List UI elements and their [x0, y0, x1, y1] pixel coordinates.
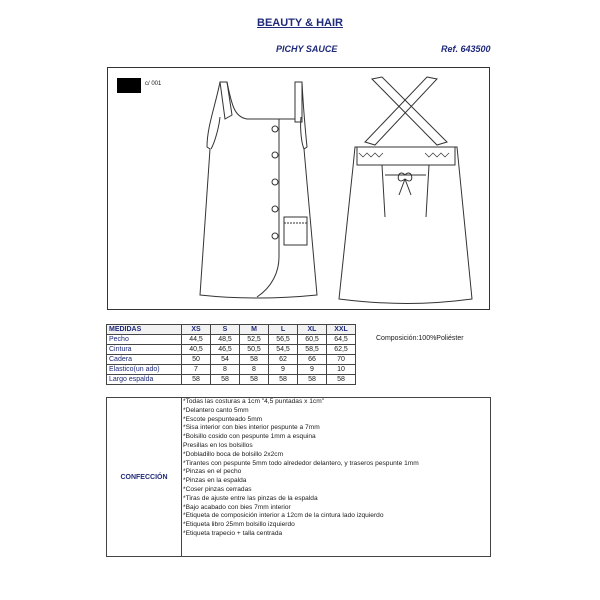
table-row: [107, 375, 356, 385]
measurements-table: [106, 324, 356, 385]
cell-value: 64,5: [327, 335, 356, 345]
list-item: *Pinzas en el pecho: [183, 468, 242, 476]
model-name: PICHY SAUCE: [276, 44, 338, 54]
list-item: *Tiras de ajuste entre las pinzas de la espalda: [183, 494, 318, 502]
cell-value: 8: [211, 365, 240, 375]
list-item: *Etiqueta de composición interior a 12cm de la cintura lado izquierdo: [183, 512, 384, 520]
table-row: [107, 335, 356, 345]
cell-value: 54: [211, 355, 240, 365]
cell-value: 52,5: [240, 335, 269, 345]
confection-table: [106, 397, 491, 557]
row-label: Largo espalda: [107, 375, 182, 385]
cell-value: 46,5: [211, 345, 240, 355]
cell-value: 58: [211, 375, 240, 385]
cell-value: 58,5: [298, 345, 327, 355]
cell-value: 54,5: [269, 345, 298, 355]
row-label: Cintura: [107, 345, 182, 355]
list-item: *Todas las costuras a 1cm "4,5 puntadas x 1cm": [183, 398, 325, 405]
cell-value: 8: [240, 365, 269, 375]
list-item: *Bajo acabado con bies 7mm interior: [183, 503, 291, 511]
list-item: *Escote pespunteado 5mm: [183, 415, 263, 423]
cell-value: 58: [240, 355, 269, 365]
cell-value: 62,5: [327, 345, 356, 355]
front-buttons: [272, 126, 278, 239]
cell-value: 58: [240, 375, 269, 385]
size-header: M: [240, 325, 269, 335]
composition-note: Composición:100%Poliéster: [376, 335, 464, 342]
confection-label: CONFECCIÓN: [107, 398, 182, 556]
cell-value: 50,5: [240, 345, 269, 355]
size-header: XL: [298, 325, 327, 335]
list-item: *Coser pinzas cerradas: [183, 485, 252, 493]
cell-value: 44,5: [182, 335, 211, 345]
cell-value: 50: [182, 355, 211, 365]
reference-number: Ref. 643500: [441, 44, 491, 54]
cell-value: 40,5: [182, 345, 211, 355]
measures-header-label: MEDIDAS: [107, 325, 182, 335]
list-item: *Delantero canto 5mm: [183, 406, 249, 414]
table-row: [107, 355, 356, 365]
table-row: [107, 365, 356, 375]
garment-sketches: [107, 67, 490, 310]
cell-value: 7: [182, 365, 211, 375]
list-item: *Sisa interior con bies interior pespunte a 7mm: [183, 424, 320, 432]
row-label: Pecho: [107, 335, 182, 345]
cell-value: 58: [269, 375, 298, 385]
color-code: c/ 001: [145, 81, 162, 87]
cell-value: 60,5: [298, 335, 327, 345]
cell-value: 9: [298, 365, 327, 375]
front-view-sketch: [200, 82, 317, 298]
size-header: S: [211, 325, 240, 335]
list-item: *Pinzas en la espalda: [183, 477, 247, 485]
row-label: Cadera: [107, 355, 182, 365]
row-label: Elastico(un ado): [107, 365, 182, 375]
list-item: *Etiqueta trapecio + talla centrada: [183, 529, 283, 537]
back-view-sketch: [339, 77, 472, 304]
size-header: L: [269, 325, 298, 335]
cell-value: 70: [327, 355, 356, 365]
cell-value: 58: [182, 375, 211, 385]
list-item: *Etiqueta libro 25mm bolsillo izquierdo: [183, 521, 295, 529]
size-header: XXL: [327, 325, 356, 335]
cell-value: 56,5: [269, 335, 298, 345]
cell-value: 9: [269, 365, 298, 375]
cell-value: 58: [327, 375, 356, 385]
list-item: *Tirantes con pespunte 5mm todo alrededor delantero, y traseros pespunte 1mm: [183, 459, 419, 467]
cell-value: 58: [298, 375, 327, 385]
cell-value: 66: [298, 355, 327, 365]
brand-title: BEAUTY & HAIR: [257, 17, 343, 29]
cell-value: 48,5: [211, 335, 240, 345]
confection-instructions: [183, 398, 489, 539]
size-header: XS: [182, 325, 211, 335]
table-row: [107, 345, 356, 355]
list-item: *Bolsillo cosido con pespunte 1mm a esquina: [183, 433, 316, 441]
measurements-header-row: [107, 325, 356, 335]
cell-value: 10: [327, 365, 356, 375]
list-item: *Dobladillo boca de bolsillo 2x2cm: [183, 450, 284, 458]
cell-value: 62: [269, 355, 298, 365]
list-item: Presillas en los bolsillos: [183, 441, 253, 449]
